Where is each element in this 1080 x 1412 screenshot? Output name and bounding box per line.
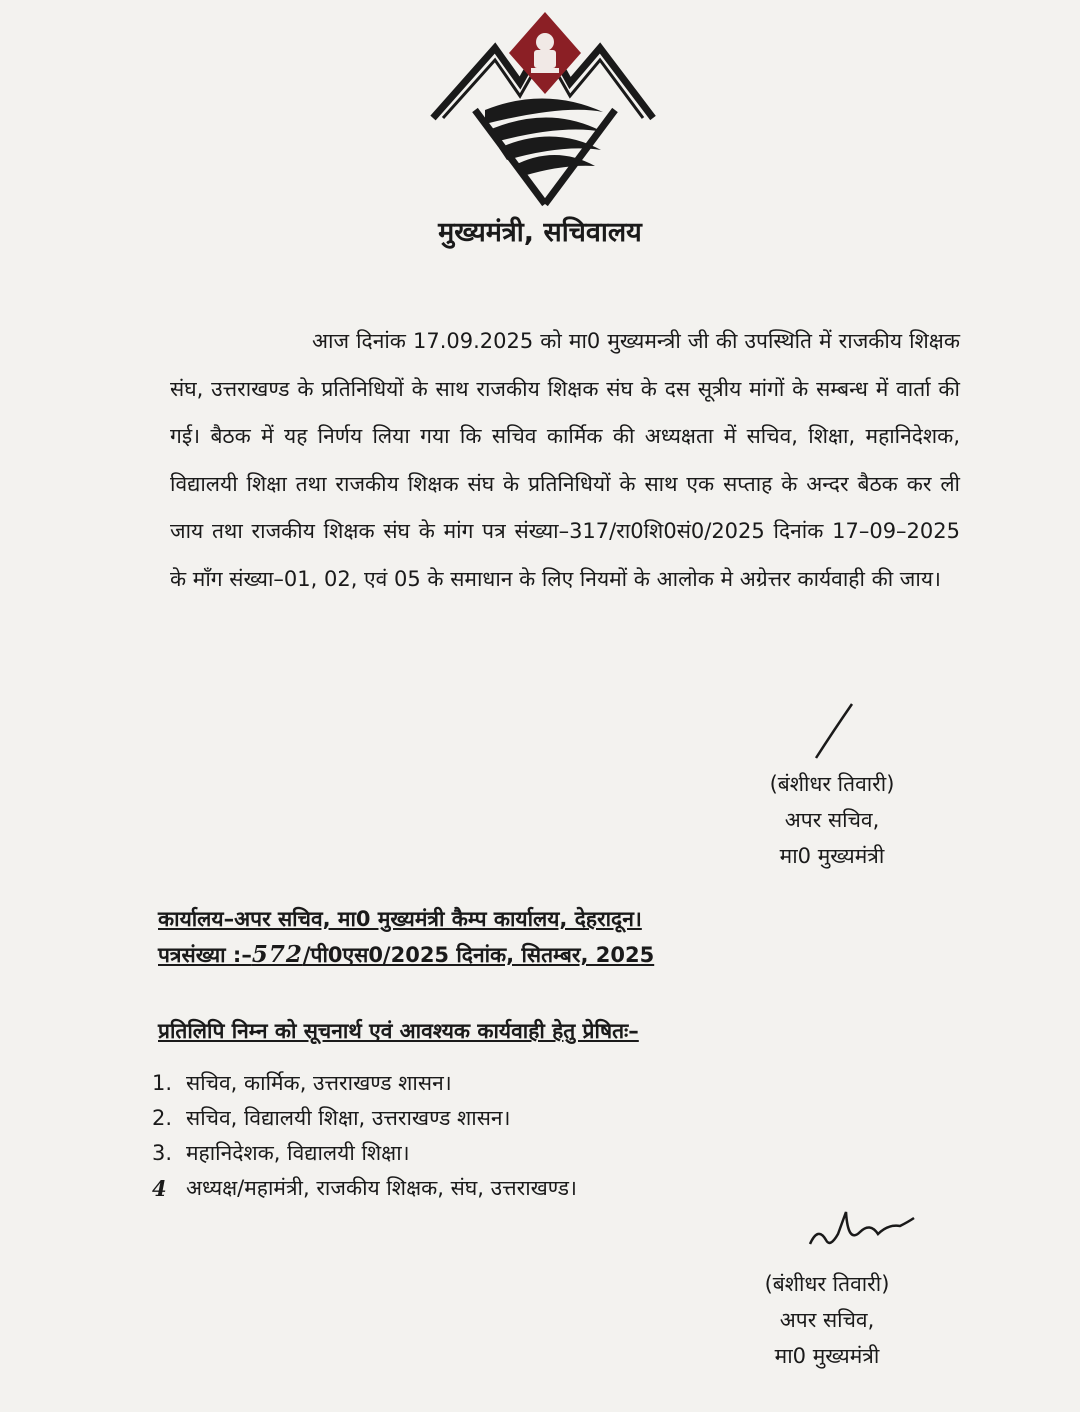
signature-block-2 — [742, 1266, 912, 1374]
list-item-text: महानिदेशक, विद्यालयी शिक्षा। — [186, 1141, 410, 1165]
signature-mark — [800, 1204, 920, 1264]
signatory-name: (बंशीधर तिवारी) — [764, 1272, 890, 1296]
list-item — [152, 1136, 752, 1171]
list-item-number: 1. — [152, 1071, 173, 1095]
office-title: मुख्यमंत्री, सचिवालय — [438, 217, 642, 248]
signature-mark — [800, 700, 860, 770]
list-item-text: सचिव, कार्मिक, उत्तराखण्ड शासन। — [186, 1071, 452, 1095]
letter-number-suffix: /पी0एस0/2025 दिनांक, सितम्बर, 2025 — [302, 943, 655, 967]
copy-to-list — [152, 1066, 752, 1206]
list-item — [152, 1171, 752, 1206]
signature-block-1 — [742, 766, 922, 874]
copy-to-heading: प्रतिलिपि निम्न को सूचनार्थ एवं आवश्यक कार्यवाही हेतु प्रेषितः– — [158, 1019, 639, 1043]
list-item-number: 4 — [152, 1176, 167, 1201]
signatory-designation: अपर सचिव, — [784, 808, 880, 832]
list-item-text: सचिव, विद्यालयी शिक्षा, उत्तराखण्ड शासन। — [186, 1106, 511, 1130]
list-item — [152, 1101, 752, 1136]
uttarakhand-emblem-icon — [425, 8, 660, 208]
signatory-office: मा0 मुख्यमंत्री — [774, 1344, 880, 1368]
list-item — [152, 1066, 752, 1101]
signatory-office: मा0 मुख्यमंत्री — [779, 844, 885, 868]
letter-number-line — [158, 941, 654, 969]
list-item-number: 2. — [152, 1106, 173, 1130]
letter-number-handwritten: 572 — [251, 941, 303, 968]
list-item-number: 3. — [152, 1141, 173, 1165]
signatory-designation: अपर सचिव, — [779, 1308, 875, 1332]
list-item-text: अध्यक्ष/महामंत्री, राजकीय शिक्षक, संघ, उत्तराखण्ड। — [186, 1176, 577, 1200]
letter-number-prefix: पत्रसंख्या :– — [158, 943, 252, 967]
signatory-name: (बंशीधर तिवारी) — [769, 772, 895, 796]
letter-body-paragraph: आज दिनांक 17.09.2025 को मा0 मुख्यमन्त्री जी की उपस्थिति में राजकीय शिक्षक संघ, उत्तराखण्ड के प्रतिनिधियों के साथ राजकीय शिक्षक संघ के दस सूत्रीय मांगों के सम्बन्ध में वार्ता की गई। बैठक में यह निर्णय लिया गया कि सचिव कार्मिक की अध्यक्षता में सचिव, शिक्षा, महानिदेशक, विद्यालयी शिक्षा तथा राजकीय शिक्षक संघ के प्रतिनिधियों के साथ एक सप्ताह के अन्दर बैठक कर ली जाय तथा राजकीय शिक्षक संघ के मांग पत्र संख्या–317/रा0शि0सं0/2025 दिनांक 17–09–2025 के माँग संख्या–01, 02, एवं 05 के समाधान के लिए नियमों के आलोक मे अग्रेत्तर कार्यवाही की जाय। — [170, 329, 960, 591]
dispatch-office-line: कार्यालय–अपर सचिव, मा0 मुख्यमंत्री कैम्प कार्यालय, देहरादून। — [158, 907, 642, 931]
